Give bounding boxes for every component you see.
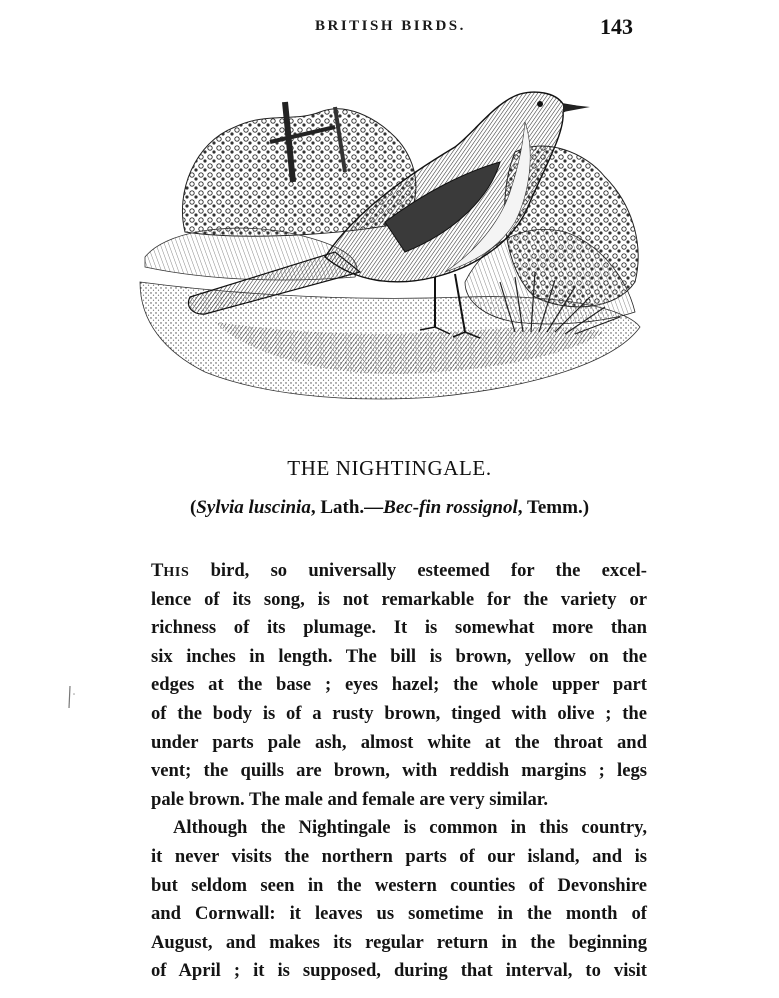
paragraph-1-line: vent; the quills are brown, with reddish margins ; legs — [151, 760, 647, 782]
page-number: 143 — [600, 14, 633, 39]
paragraph-1-line: lence of its song, is not remarkable for the variety or — [151, 588, 647, 610]
running-head — [0, 14, 779, 40]
paragraph-2-line: but seldom seen in the western counties of Devonshire — [151, 874, 647, 896]
authority-temminck: , Temm.) — [517, 497, 590, 518]
body-text — [151, 557, 647, 986]
paragraph-2-line: August, and makes its regular return in the beginning — [151, 931, 647, 953]
paragraph-2-line: and Cornwall: it leaves us sometime in the month of — [151, 903, 647, 925]
paragraph-1-line: richness of its plumage. It is somewhat more than — [151, 617, 647, 639]
authority-latham: , Lath.— — [310, 497, 384, 518]
synonymy-line — [0, 497, 779, 519]
paragraph-1-line: of the body is of a rusty brown, tinged with olive ; the — [151, 702, 647, 724]
paragraph-1-line: six inches in length. The bill is brown, yellow on the — [151, 645, 647, 667]
dropcap-first-letter: T — [151, 560, 164, 581]
chapter-title: THE NIGHTINGALE. — [287, 456, 492, 480]
paragraph-1-line: pale brown. The male and female are very similar. — [151, 788, 548, 810]
synonymy-open-paren: ( — [189, 497, 197, 518]
dropcap-rest: HIS — [163, 565, 190, 580]
nightingale-engraving — [135, 82, 650, 412]
paragraph-2-line: of April ; it is supposed, during that interval, to visit — [151, 960, 647, 982]
paragraph-1-line-1 — [151, 557, 647, 586]
paragraph-2-line: Although the Nightingale is common in this country, — [173, 817, 647, 839]
paragraph-1-line-1-text: bird, so universally esteemed for the excel- — [189, 560, 647, 581]
paragraph-2-line: it never visits the northern parts of our island, and is — [151, 845, 647, 867]
margin-pencil-mark — [66, 684, 76, 710]
paragraph-1-line: edges at the base ; eyes hazel; the whole upper part — [151, 674, 647, 696]
french-name: Bec-fin rossignol — [383, 497, 518, 518]
paragraph-1-line: under parts pale ash, almost white at the throat and — [151, 731, 647, 753]
running-title: BRITISH BIRDS. — [315, 18, 466, 34]
species-name: Sylvia luscinia — [196, 497, 311, 518]
